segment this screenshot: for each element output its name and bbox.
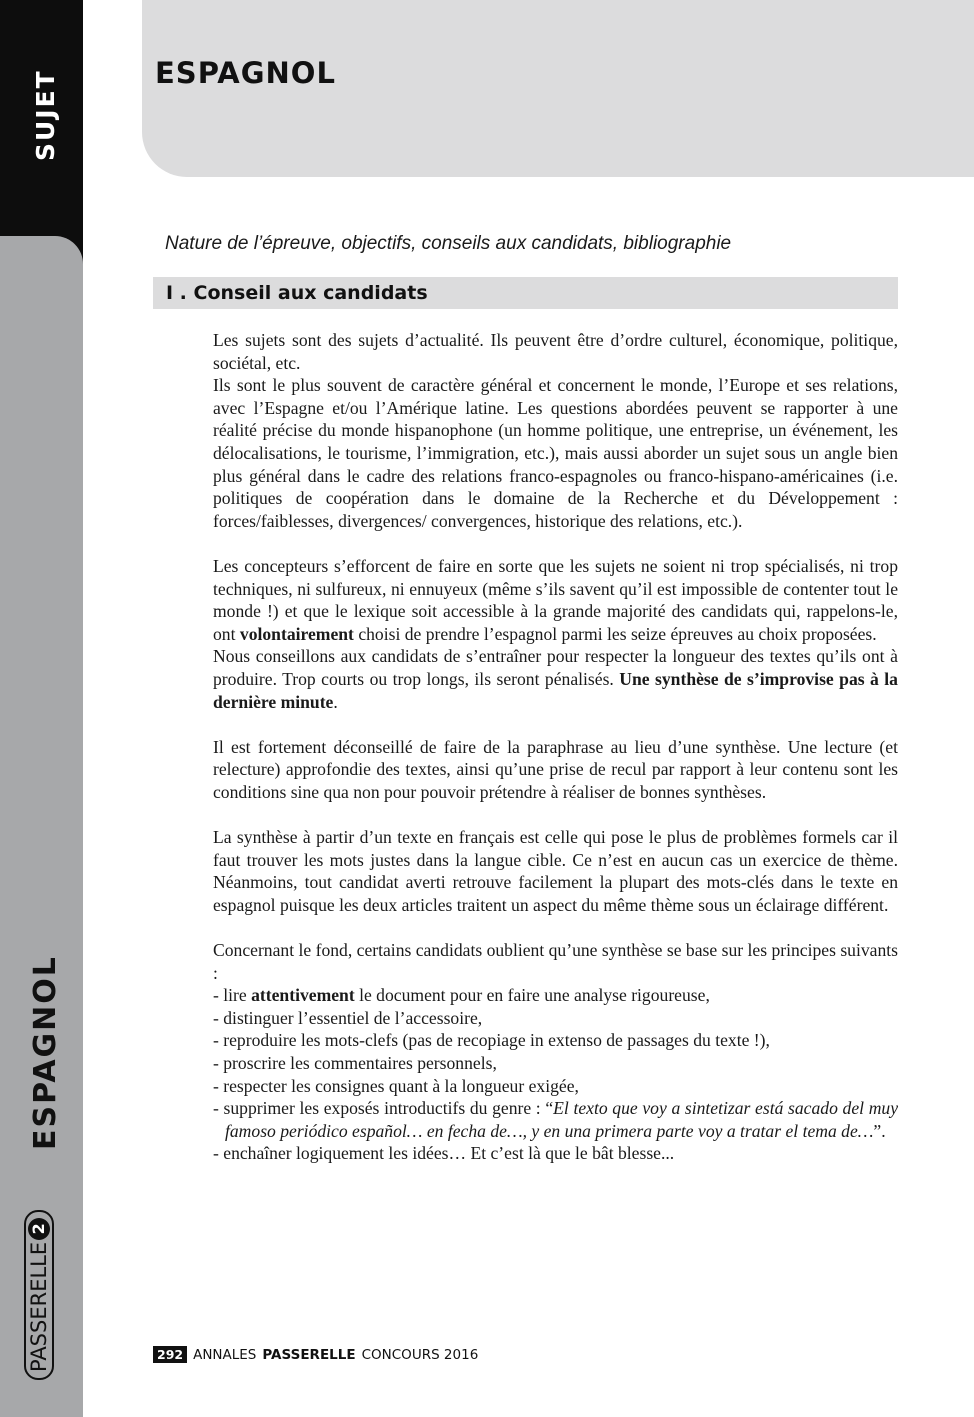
section-heading-bar <box>153 277 898 309</box>
sidebar-sujet-label: SUJET <box>31 69 60 161</box>
list-item: - distinguer l’essentiel de l’accessoire, <box>213 1007 483 1028</box>
paragraph <box>213 555 898 645</box>
paragraph: Concernant le fond, certains candidats oublient qu’une synthèse se base sur les principes suivants : <box>213 940 898 983</box>
text-run: le document pour en faire une analyse rigoureuse, <box>354 985 710 1006</box>
italic-quote: El texto que voy a sintetizar está sacado del muy famoso periódico español… en fecha de…, y en una primera parte voy a tratar el tema de… <box>225 1098 898 1141</box>
bold-text: volontairement <box>239 623 354 644</box>
footer-suffix: CONCOURS 2016 <box>361 1346 479 1363</box>
page-footer <box>153 1346 478 1363</box>
paragraph: La synthèse à partir d’un texte en français est celle qui pose le plus de problèmes formels car il faut trouver les mots justes dans la langue cible. Ce n’est en aucun cas un exercice de thème. Néanmoins, tout candidat averti retrouve facilement la plupart des mots-clés dans le texte en espagnol puisque les deux articles traitent un aspect du même thème sous un éclairage différent. <box>213 827 898 915</box>
text-run: Nous conseillons aux candidats de s’entraîner pour respecter la longueur des textes qu’ils ont à produire. Trop courts ou trop longs, ils seront pénalisés. <box>213 646 898 689</box>
paragraph: Il est fortement déconseillé de faire de la paraphrase au lieu d’une synthèse. Une lecture (et relecture) approfondie des textes, ainsi qu’une prise de recul par rapport à leur contenu sont les conditions sine qua non pour pouvoir prétendre à réaliser de bonnes synthèses. <box>213 736 898 802</box>
list-item: - enchaîner logiquement les idées… Et c’est là que le bât blesse... <box>213 1143 675 1164</box>
text-run: Les concepteurs s’efforcent de faire en sorte que les sujets ne soient ni trop spécialisés, ni trop techniques, ni sulfureux, ni ennuyeux (même s’ils savent qu’il est impossible de contenter tout le monde !) et que le lexique soit accessible à la grande majorité des candidats qui, rappelons-le, ont <box>213 555 898 644</box>
paragraph: Ils sont le plus souvent de caractère général et concernent le monde, l’Europe et ses relations, avec l’Espagne et/ou l’Amérique latine. Les questions abordées peuvent se rapporter à une réalité précise du monde hispanophone (un homme politique, une entreprise, un événement, les délocalisations, le tourisme, l’immigration, etc.), mais aussi aborder un sujet sous un angle bien plus général dans le cadre des relations franco-espagnoles ou franco-hispano-américaines (i.e. politiques de coopération dans le domaine de la Recherche et du Développement : forces/faiblesses, divergences/ convergences, historique des relations, etc.). <box>213 375 898 531</box>
text-run: - lire <box>213 985 252 1006</box>
list-item: - respecter les consignes quant à la longueur exigée, <box>213 1075 579 1096</box>
list-item: - reproduire les mots-clefs (pas de recopiage in extenso de passages du texte !), <box>213 1030 770 1051</box>
text-run: . <box>333 691 338 712</box>
bold-text: attentivement <box>251 985 355 1006</box>
body-text <box>213 329 898 1165</box>
list-item: - proscrire les commentaires personnels, <box>213 1053 497 1073</box>
page-title: ESPAGNOL <box>155 56 336 90</box>
list-item <box>213 1097 898 1142</box>
sidebar-divider <box>0 236 83 296</box>
text-run: - supprimer les exposés introductifs du genre : “ <box>213 1098 554 1119</box>
text-run: ”. <box>873 1120 886 1141</box>
list-item <box>213 984 898 1007</box>
sidebar-subject-label: ESPAGNOL <box>28 955 63 1150</box>
intro-line: Nature de l’épreuve, objectifs, conseils aux candidats, bibliographie <box>165 233 732 254</box>
logo-number: 2 <box>28 1218 50 1240</box>
principles-list <box>213 984 898 1165</box>
logo-text: PASSERELLE <box>27 1241 51 1372</box>
bold-text: Une synthèse de s’improvise pas à la dernière minute <box>213 668 898 712</box>
page-number: 292 <box>153 1346 187 1363</box>
paragraph: Les sujets sont des sujets d’actualité. Ils peuvent être d’ordre culturel, économique, politique, sociétal, etc. <box>213 330 898 373</box>
passerelle-logo <box>24 1210 54 1380</box>
footer-brand: PASSERELLE <box>262 1346 356 1363</box>
text-run: choisi de prendre l’espagnol parmi les seize épreuves au choix proposées. <box>353 623 877 644</box>
section-title: I . Conseil aux candidats <box>166 282 428 304</box>
paragraph <box>213 645 898 713</box>
footer-prefix: ANNALES <box>193 1346 257 1363</box>
